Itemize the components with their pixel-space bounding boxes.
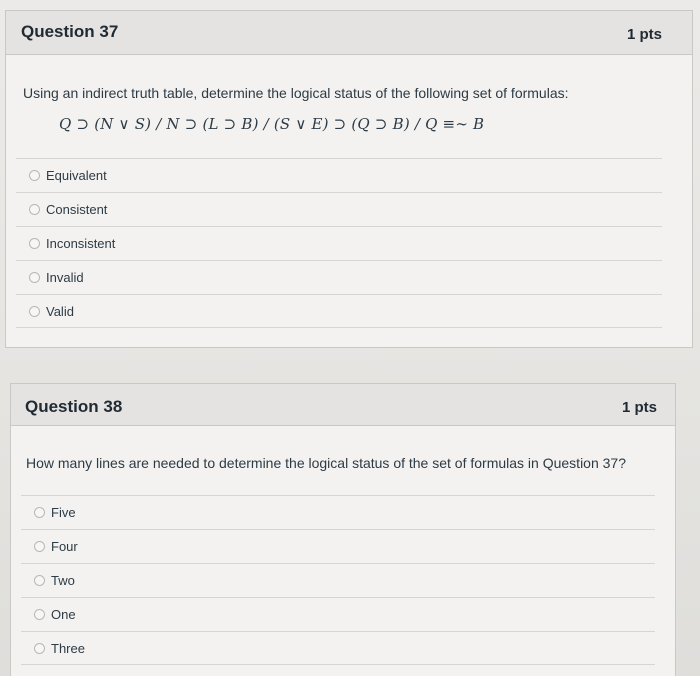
radio-button[interactable] [29, 306, 40, 317]
answer-label: Four [51, 539, 78, 554]
answer-two[interactable] [21, 563, 655, 597]
answer-valid[interactable] [16, 294, 662, 328]
answer-inconsistent[interactable] [16, 226, 662, 260]
radio-button[interactable] [29, 170, 40, 181]
question-38-card [10, 383, 676, 676]
answer-label: Equivalent [46, 168, 107, 183]
answer-three[interactable] [21, 631, 655, 665]
answer-consistent[interactable] [16, 192, 662, 226]
answer-four[interactable] [21, 529, 655, 563]
question-38-text: How many lines are needed to determine the logical status of the set of formulas in Question 37? [26, 455, 627, 471]
question-37-answers [16, 158, 662, 328]
answer-label: Inconsistent [46, 236, 116, 251]
radio-button[interactable] [29, 238, 40, 249]
question-37-formula: Q ⊃ (N ∨ S) / N ⊃ (L ⊃ B) / (S ∨ E) ⊃ (Q ⊃ B) / Q ≡∼ B [59, 115, 485, 133]
radio-button[interactable] [34, 643, 45, 654]
radio-button[interactable] [34, 541, 45, 552]
answer-label: Valid [46, 304, 74, 319]
answer-label: Five [51, 505, 76, 520]
answer-label: Consistent [46, 202, 108, 217]
question-38-answers [21, 495, 655, 665]
answer-five[interactable] [21, 495, 655, 529]
question-38-points: 1 pts [621, 399, 657, 416]
question-37-card [5, 10, 693, 348]
radio-button[interactable] [34, 575, 45, 586]
radio-button[interactable] [34, 609, 45, 620]
radio-button[interactable] [34, 507, 45, 518]
answer-label: Three [51, 641, 85, 656]
answer-label: Two [51, 573, 75, 588]
question-38-header [11, 384, 675, 426]
question-37-title: Question 37 [21, 22, 119, 41]
answer-invalid[interactable] [16, 260, 662, 294]
radio-button[interactable] [29, 272, 40, 283]
question-37-points: 1 pts [626, 26, 662, 43]
answer-label: One [51, 607, 76, 622]
question-38-title: Question 38 [25, 397, 123, 416]
radio-button[interactable] [29, 204, 40, 215]
answer-one[interactable] [21, 597, 655, 631]
answer-equivalent[interactable] [16, 158, 662, 192]
answer-label: Invalid [46, 270, 84, 285]
question-37-text: Using an indirect truth table, determine the logical status of the following set of formulas: [23, 85, 569, 101]
question-37-header [6, 11, 692, 55]
